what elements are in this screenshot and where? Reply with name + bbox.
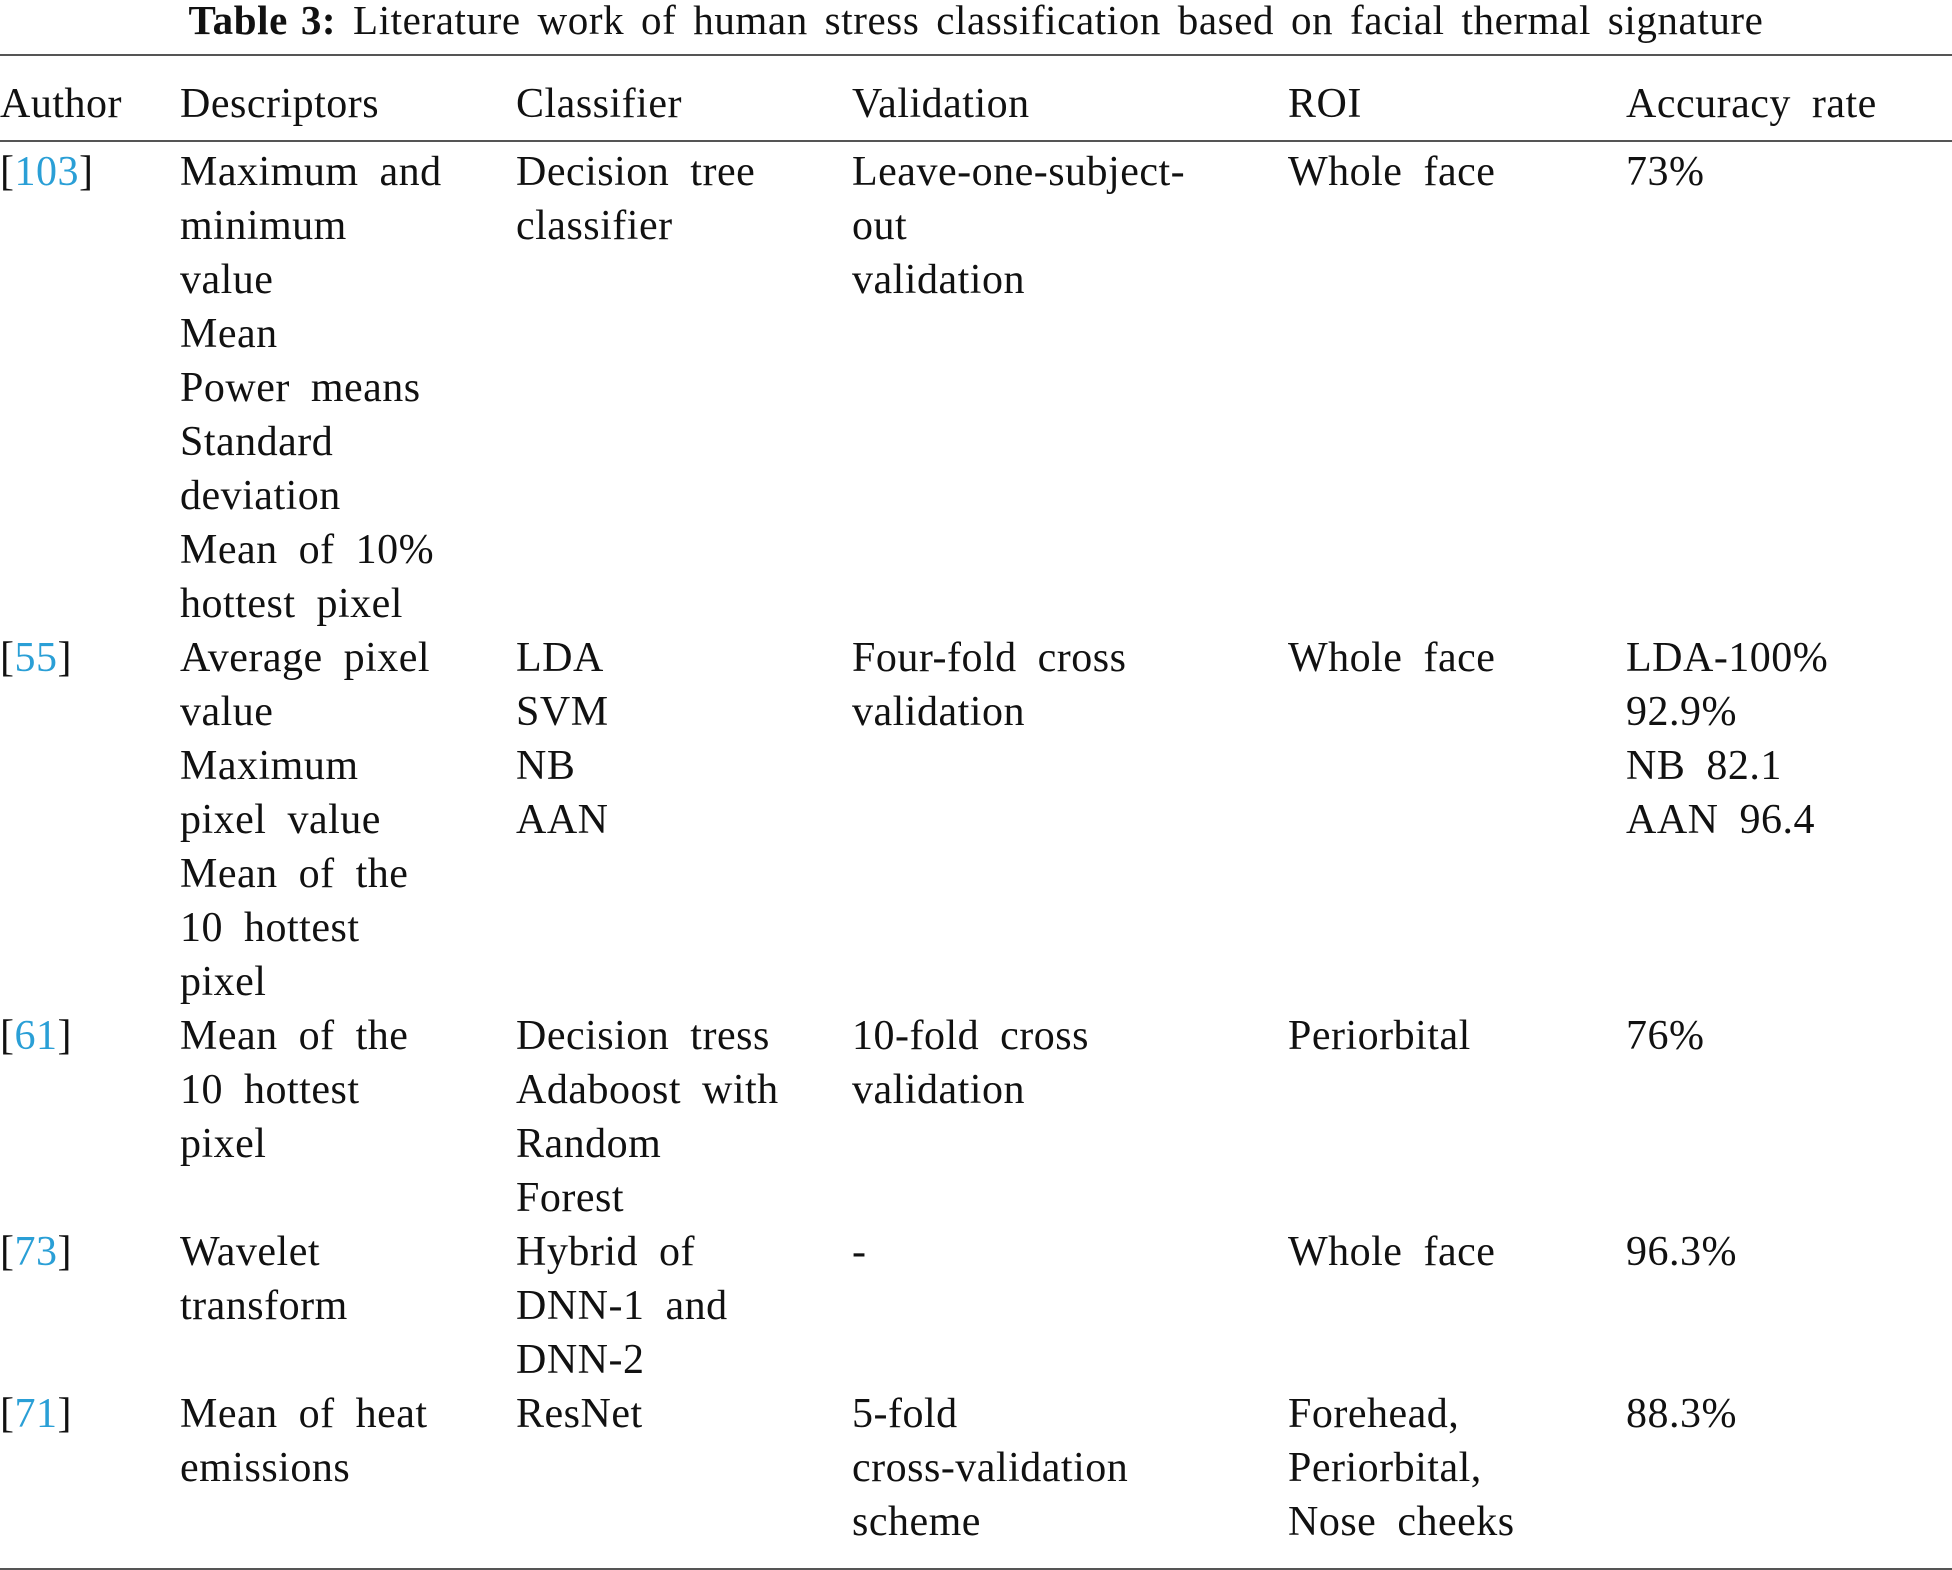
- accuracy-line: 88.3%: [1626, 1391, 1737, 1437]
- roi-cell: [1288, 1387, 1626, 1549]
- table-row: [0, 1225, 1952, 1387]
- roi-line: Periorbital: [1288, 1013, 1471, 1059]
- author-cell: [71]: [0, 1391, 72, 1437]
- validation-cell: [852, 145, 1288, 631]
- classifier-cell: [516, 145, 852, 631]
- descriptors-line: value: [180, 257, 274, 303]
- classifier-line: ResNet: [516, 1391, 643, 1437]
- descriptors-line: emissions: [180, 1445, 351, 1491]
- reference-link[interactable]: 73: [14, 1229, 58, 1275]
- validation-line: scheme: [852, 1499, 981, 1545]
- reference-link[interactable]: 55: [14, 635, 58, 681]
- header-validation: Validation: [852, 81, 1030, 127]
- validation-line: validation: [852, 257, 1025, 303]
- validation-cell: [852, 1009, 1288, 1225]
- accuracy-line: LDA-100%: [1626, 635, 1829, 681]
- descriptors-line: hottest pixel: [180, 581, 403, 627]
- descriptors-line: pixel: [180, 959, 267, 1005]
- accuracy-line: NB 82.1: [1626, 743, 1782, 789]
- accuracy-line: 73%: [1626, 149, 1705, 195]
- descriptors-cell: [180, 1225, 516, 1387]
- classifier-line: SVM: [516, 689, 609, 735]
- table-row: [0, 145, 1952, 631]
- accuracy-cell: [1626, 145, 1952, 631]
- classifier-line: NB: [516, 743, 576, 789]
- classifier-line: Decision tree: [516, 149, 756, 195]
- table-header: [0, 77, 1952, 145]
- descriptors-line: transform: [180, 1283, 348, 1329]
- header-roi: ROI: [1288, 81, 1362, 127]
- classifier-cell: [516, 631, 852, 1009]
- descriptors-line: pixel: [180, 1121, 267, 1167]
- validation-line: validation: [852, 689, 1025, 735]
- classifier-line: Decision tress: [516, 1013, 770, 1059]
- table-row: [0, 1009, 1952, 1225]
- validation-cell: [852, 1225, 1288, 1387]
- validation-line: -: [852, 1229, 867, 1275]
- classifier-cell: [516, 1009, 852, 1225]
- descriptors-line: Average pixel: [180, 635, 431, 681]
- validation-line: out: [852, 203, 908, 249]
- descriptors-line: Mean of the: [180, 1013, 409, 1059]
- classifier-line: Hybrid of: [516, 1229, 695, 1275]
- accuracy-cell: [1626, 1387, 1952, 1549]
- top-rule: [0, 54, 1952, 56]
- header-row: [0, 77, 1952, 145]
- table-row: [0, 631, 1952, 1009]
- accuracy-line: 92.9%: [1626, 689, 1737, 735]
- descriptors-line: pixel value: [180, 797, 381, 843]
- descriptors-line: Mean: [180, 311, 278, 357]
- descriptors-line: Maximum and: [180, 149, 442, 195]
- accuracy-line: 76%: [1626, 1013, 1705, 1059]
- header-classifier: Classifier: [516, 81, 682, 127]
- classifier-line: AAN: [516, 797, 609, 843]
- validation-line: cross-validation: [852, 1445, 1129, 1491]
- roi-line: Nose cheeks: [1288, 1499, 1515, 1545]
- classifier-line: Random: [516, 1121, 662, 1167]
- classifier-cell: [516, 1225, 852, 1387]
- accuracy-cell: [1626, 631, 1952, 1009]
- author-cell: [73]: [0, 1229, 72, 1275]
- table-row: [0, 1387, 1952, 1549]
- classifier-line: LDA: [516, 635, 604, 681]
- table-body: [0, 145, 1952, 1549]
- descriptors-cell: [180, 631, 516, 1009]
- validation-line: validation: [852, 1067, 1025, 1113]
- classifier-line: DNN-2: [516, 1337, 645, 1383]
- accuracy-line: AAN 96.4: [1626, 797, 1815, 843]
- reference-link[interactable]: 61: [14, 1013, 58, 1059]
- classifier-cell: [516, 1387, 852, 1549]
- reference-link[interactable]: 71: [14, 1391, 58, 1437]
- descriptors-line: 10 hottest: [180, 1067, 360, 1113]
- roi-line: Whole face: [1288, 1229, 1496, 1275]
- validation-cell: [852, 1387, 1288, 1549]
- accuracy-line: 96.3%: [1626, 1229, 1737, 1275]
- descriptors-line: Maximum: [180, 743, 359, 789]
- classifier-line: Adaboost with: [516, 1067, 779, 1113]
- descriptors-line: deviation: [180, 473, 341, 519]
- roi-line: Periorbital,: [1288, 1445, 1482, 1491]
- table-caption-label: Table 3:: [188, 0, 337, 43]
- classifier-line: DNN-1 and: [516, 1283, 728, 1329]
- author-cell: [103]: [0, 149, 94, 195]
- descriptors-line: Mean of the: [180, 851, 409, 897]
- accuracy-cell: [1626, 1225, 1952, 1387]
- descriptors-line: Power means: [180, 365, 421, 411]
- validation-cell: [852, 631, 1288, 1009]
- descriptors-line: minimum: [180, 203, 347, 249]
- descriptors-line: Standard: [180, 419, 334, 465]
- header-author: Author: [0, 81, 122, 127]
- descriptors-cell: [180, 1009, 516, 1225]
- header-descriptors: Descriptors: [180, 81, 380, 127]
- validation-line: 5-fold: [852, 1391, 958, 1437]
- roi-line: Whole face: [1288, 149, 1496, 195]
- author-cell: [61]: [0, 1013, 72, 1059]
- roi-cell: [1288, 145, 1626, 631]
- descriptors-line: Wavelet: [180, 1229, 321, 1275]
- roi-cell: [1288, 1009, 1626, 1225]
- descriptors-cell: [180, 145, 516, 631]
- table-caption-text: Literature work of human stress classification based on facial thermal signature: [353, 0, 1764, 43]
- descriptors-line: Mean of heat: [180, 1391, 428, 1437]
- descriptors-line: 10 hottest: [180, 905, 360, 951]
- header-accuracy-rate: Accuracy rate: [1626, 81, 1877, 127]
- descriptors-cell: [180, 1387, 516, 1549]
- roi-cell: [1288, 1225, 1626, 1387]
- validation-line: Leave-one-subject-: [852, 149, 1186, 195]
- roi-line: Whole face: [1288, 635, 1496, 681]
- validation-line: Four-fold cross: [852, 635, 1127, 681]
- descriptors-line: value: [180, 689, 274, 735]
- roi-cell: [1288, 631, 1626, 1009]
- reference-link[interactable]: 103: [14, 149, 79, 195]
- literature-table: [0, 77, 1952, 1549]
- descriptors-line: Mean of 10%: [180, 527, 435, 573]
- classifier-line: Forest: [516, 1175, 624, 1221]
- validation-line: 10-fold cross: [852, 1013, 1089, 1059]
- classifier-line: classifier: [516, 203, 673, 249]
- accuracy-cell: [1626, 1009, 1952, 1225]
- roi-line: Forehead,: [1288, 1391, 1460, 1437]
- table-caption: [0, 0, 1952, 52]
- author-cell: [55]: [0, 635, 72, 681]
